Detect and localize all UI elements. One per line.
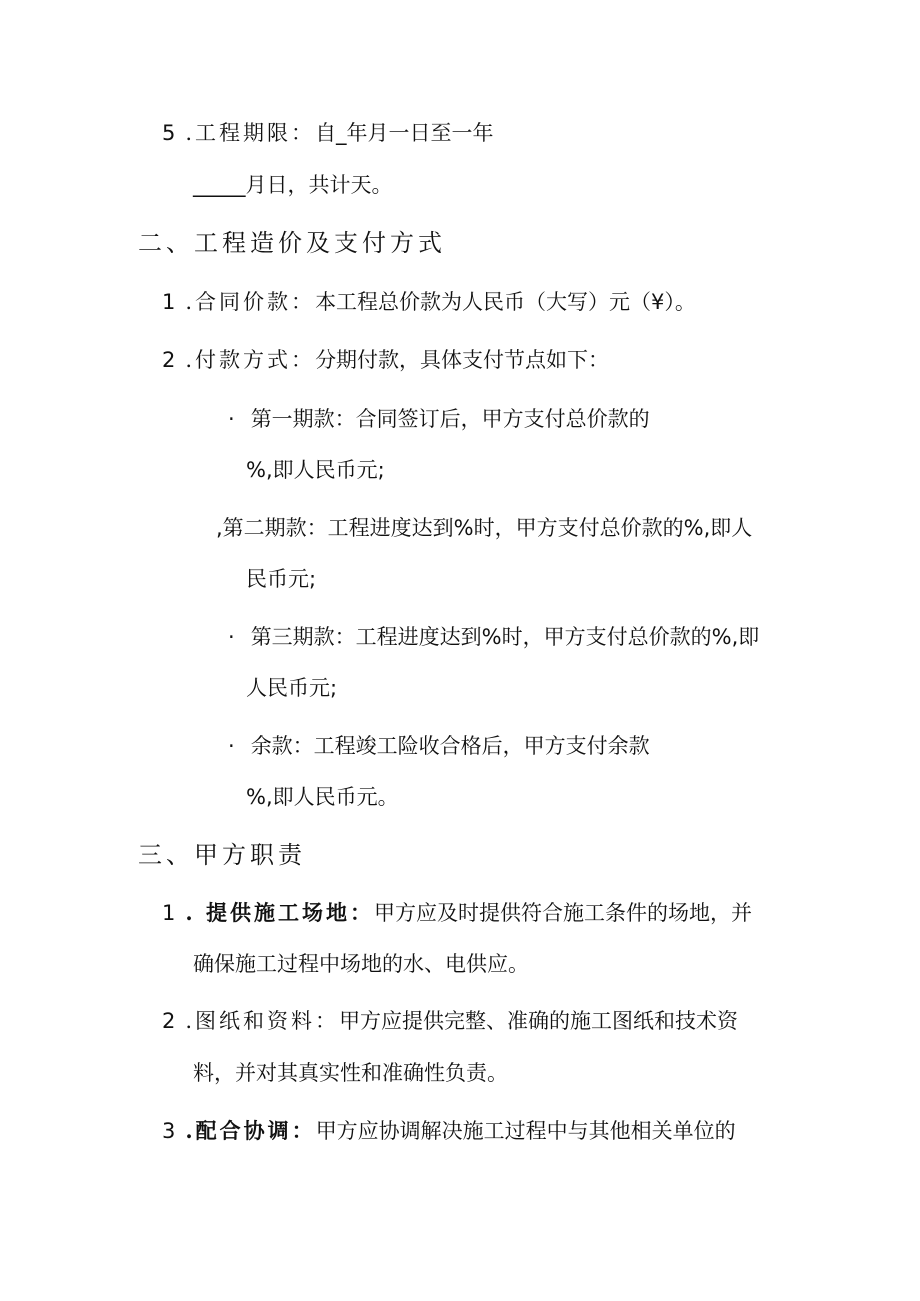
- bullet-dot: ·: [228, 625, 235, 649]
- payment-text: %,即人民币元。: [246, 785, 399, 809]
- payment-text: 余款：工程竣工险收合格后，甲方支付余款: [250, 734, 650, 758]
- item-text: _____月日，共计天。: [193, 173, 393, 197]
- payment-stage-1: [228, 404, 650, 434]
- payment-text: 人民币元;: [246, 676, 338, 700]
- payment-stage-2-continuation: [246, 564, 316, 594]
- item-label: . 提供施工场地：: [185, 900, 374, 925]
- payment-final-continuation: [246, 782, 399, 812]
- duty-drawings-continuation: [193, 1058, 508, 1088]
- item-text: 甲方应提供完整、准确的施工图纸和技术资: [339, 1009, 739, 1033]
- item-number: 5: [162, 121, 176, 145]
- item-text: 本工程总价款为人民币（大写）元（¥）。: [315, 290, 696, 314]
- item-number: 3: [162, 1119, 176, 1143]
- section-heading: 二、工程造价及支付方式: [138, 229, 446, 257]
- payment-final: [228, 731, 650, 761]
- payment-text: 第三期款：工程进度达到%时，甲方支付总价款的%,即: [250, 625, 760, 649]
- item-text: 确保施工过程中场地的水、电供应。: [193, 952, 529, 976]
- payment-text: 第一期款：合同签订后，甲方支付总价款的: [250, 407, 650, 431]
- item-text: 分期付款，具体支付节点如下：: [315, 348, 610, 372]
- term-item-continuation: [193, 170, 393, 200]
- item-label: .付款方式：: [185, 348, 316, 372]
- payment-stage-1-continuation: [246, 455, 385, 485]
- item-label: .配合协调：: [185, 1118, 316, 1143]
- payment-text: ,第二期款：工程进度达到%时，甲方支付总价款的%,即人: [216, 516, 753, 540]
- item-text: 甲方应及时提供符合施工条件的场地，并: [374, 901, 752, 925]
- payment-stage-2: [216, 513, 752, 543]
- item-number: 2: [162, 348, 176, 372]
- payment-text: 民币元;: [246, 567, 317, 591]
- term-item: [162, 118, 494, 148]
- duty-coordination-item: [162, 1116, 736, 1146]
- item-label: .工程期限：: [185, 121, 316, 145]
- item-text: 甲方应协调解决施工过程中与其他相关单位的: [315, 1119, 736, 1143]
- bullet-dot: ·: [228, 734, 235, 758]
- item-number: 1: [162, 290, 176, 314]
- item-label: .图纸和资料：: [185, 1009, 340, 1033]
- item-text: 自_年月一日至一年: [315, 121, 494, 145]
- item-number: 1: [162, 901, 176, 925]
- payment-stage-3: [228, 622, 759, 652]
- section-heading: 三、甲方职责: [138, 841, 306, 869]
- item-number: 2: [162, 1009, 176, 1033]
- payment-method-item: [162, 345, 609, 375]
- duty-site-continuation: [193, 949, 529, 979]
- bullet-dot: ·: [228, 407, 235, 431]
- contract-price-item: [162, 287, 696, 317]
- duty-site-item: [162, 898, 752, 928]
- item-text: 料，并对其真实性和准确性负责。: [193, 1061, 508, 1085]
- duty-drawings-item: [162, 1006, 738, 1036]
- payment-text: %,即人民币元;: [246, 458, 385, 482]
- payment-stage-3-continuation: [246, 673, 337, 703]
- item-label: .合同价款：: [185, 290, 316, 314]
